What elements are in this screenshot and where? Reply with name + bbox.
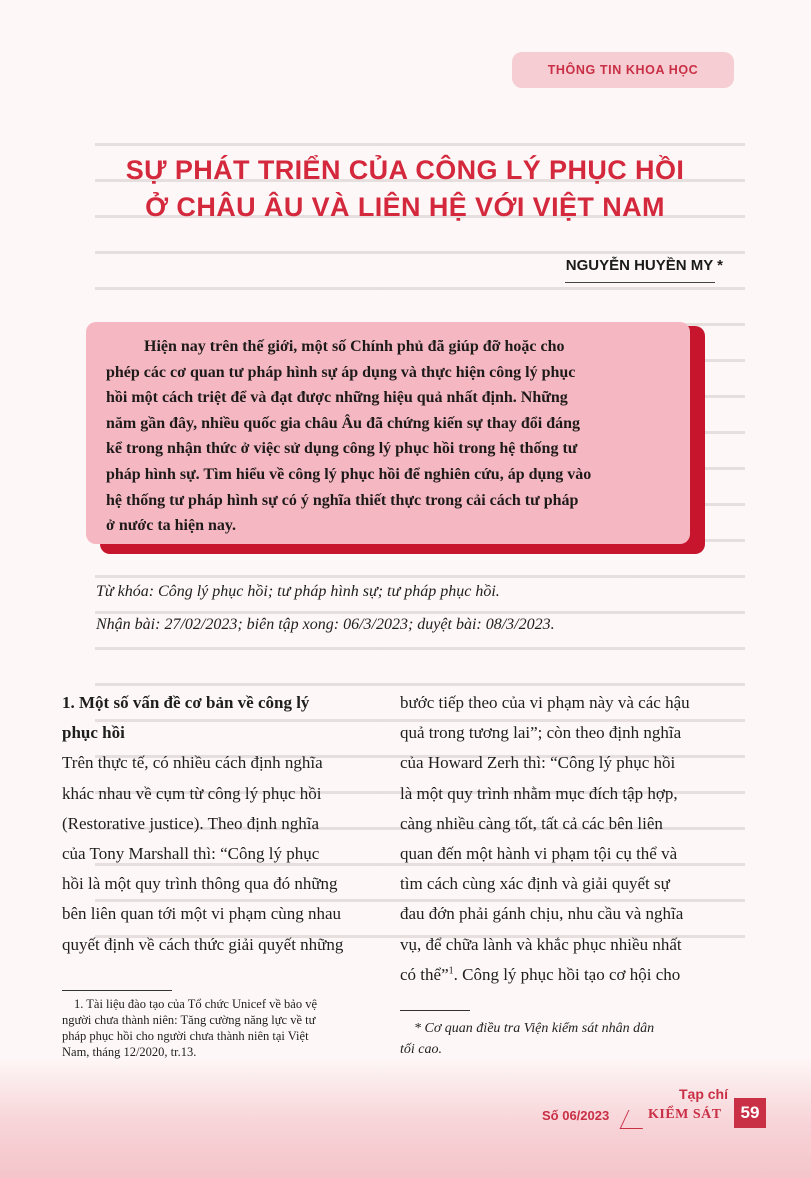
footnote-line: tối cao. [400,1042,442,1057]
body-line: vụ, để chữa lành và khắc phục nhiều nhất [400,934,682,954]
body-text: Công lý phục hồi tạo cơ hội cho [462,964,681,984]
journal-label: Tạp chí [678,1086,728,1102]
journal-brand: KIỂM SÁT [648,1107,722,1122]
abstract-line: kể trong nhận thức ở việc sử dụng công lý phục hồi trong hệ thống tư [106,440,578,458]
body-line: đau đớn phải gánh chịu, nhu cầu và nghĩa [400,904,684,924]
left-column [62,688,372,960]
body-line-with-footnote [400,960,736,990]
body-line: tìm cách cùng xác định và giải quyết sự [400,874,670,894]
body-line: quả trong tương lai”; còn theo định nghĩa [400,723,682,743]
footnote-line: 1. Tài liệu đào tạo của Tổ chức Unicef về bảo vệ [74,997,318,1011]
abstract-line: hệ thống tư pháp hình sự có ý nghĩa thiết thực trong cải cách tư pháp [106,491,579,509]
title-line-2: Ở CHÂU ÂU VÀ LIÊN HỆ VỚI VIỆT NAM [145,192,665,222]
article-title [110,152,700,226]
footnote-divider [62,990,172,991]
submission-dates: Nhận bài: 27/02/2023; biên tập xong: 06/3/2023; duyệt bài: 08/3/2023. [96,616,555,633]
author-name: NGUYỄN HUYỀN MY * [565,257,723,274]
body-line: quan đến một hành vi phạm tội cụ thể và [400,844,678,864]
body-line: của Tony Marshall thì: “Công lý phục [62,844,320,864]
issue-number: Số 06/2023 [542,1108,610,1123]
footnote-divider [400,1010,470,1011]
section-tag: THÔNG TIN KHOA HỌC [512,52,734,88]
abstract-line: hồi một cách triệt để và đạt được những hiệu quả nhất định. Những [106,389,568,407]
body-line: Trên thực tế, có nhiều cách định nghĩa [62,753,323,773]
body-line: bước tiếp theo của vi phạm này và các hậu [400,693,690,712]
footnote-line: Nam, tháng 12/2020, tr.13. [62,1045,197,1059]
abstract-line: phép các cơ quan tư pháp hình sự áp dụng và thực hiện công lý phục [106,363,576,381]
author-underline [565,282,715,283]
abstract-line: năm gần đây, nhiều quốc gia châu Âu đã chứng kiến sự thay đổi đáng [106,414,581,432]
body-line: của Howard Zerh thì: “Công lý phục hồi [400,753,676,773]
abstract-line: ở nước ta hiện nay. [106,517,237,535]
body-text: có thể” [400,964,449,984]
footnote-line: * Cơ quan điều tra Viện kiểm sát nhân dân [414,1021,655,1036]
keywords: Từ khóa: Công lý phục hồi; tư pháp hình sự; tư pháp phục hồi. [96,583,500,600]
section-heading-line: phục hồi [62,723,125,743]
body-line: khác nhau về cụm từ công lý phục hồi [62,783,322,803]
section-heading-line: 1. Một số vấn đề cơ bản về công lý [62,693,310,712]
body-line: hồi là một quy trình thông qua đó những [62,874,338,894]
body-line: bên liên quan tới một vi phạm cùng nhau [62,904,342,924]
footnote-line: người chưa thành niên: Tăng cường năng lực về tư [62,1013,316,1027]
body-line: quyết định về cách thức giải quyết những [62,934,344,954]
page-number: 59 [734,1098,766,1128]
abstract-box [86,322,690,544]
footnote-reference: 1 [448,965,454,977]
body-line: là một quy trình nhằm mục đích tập hợp, [400,783,678,803]
footnote-right [400,1018,740,1060]
body-line: (Restorative justice). Theo định nghĩa [62,813,319,833]
abstract-line: Hiện nay trên thế giới, một số Chính phủ đã giúp đỡ hoặc cho [144,338,565,355]
body-line: càng nhiều càng tốt, tất cả các bên liên [400,813,663,833]
title-line-1: SỰ PHÁT TRIỂN CỦA CÔNG LÝ PHỤC HỒI [125,155,685,185]
right-column [400,688,736,990]
footnote-left [62,996,382,1060]
sentence-separator: . [453,964,463,984]
footnote-line: pháp phục hồi cho người chưa thành niên tại Việt [62,1029,309,1043]
abstract-line: pháp hình sự. Tìm hiểu về công lý phục hồi để nghiên cứu, áp dụng vào [106,465,592,483]
